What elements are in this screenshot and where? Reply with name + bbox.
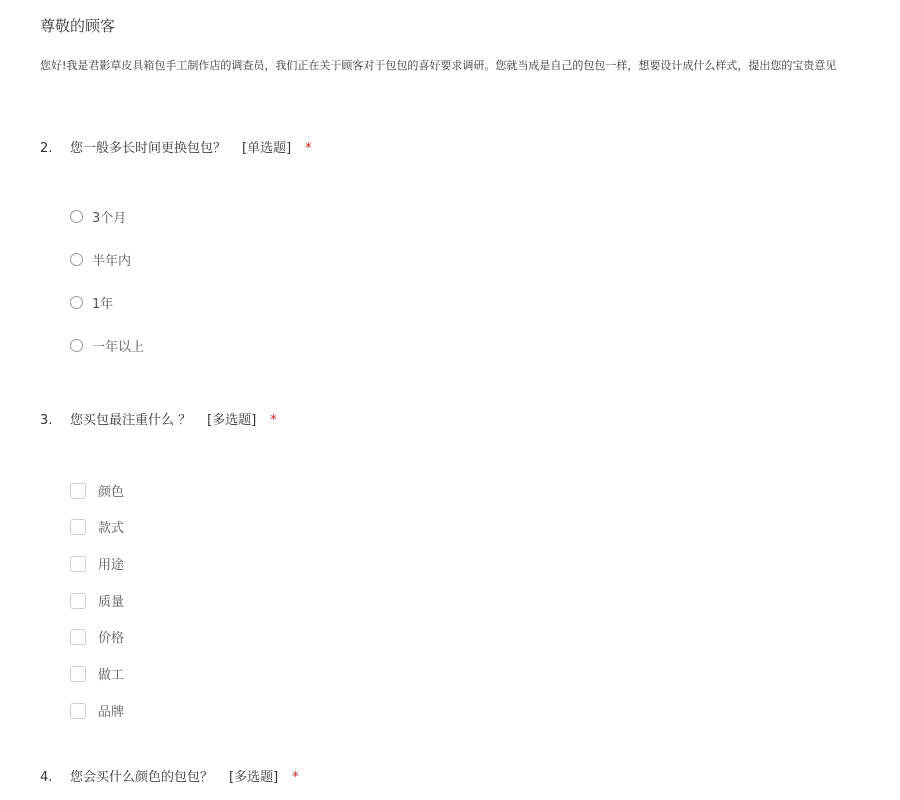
checkbox-icon[interactable] [70,556,86,572]
required-asterisk: * [292,770,299,785]
option-label: 半年内 [92,254,132,269]
question-type: [多选题] [207,413,257,428]
option-label: 做工 [98,668,125,683]
option-label: 价格 [98,631,125,646]
radio-button-icon[interactable] [70,296,83,309]
checkbox-icon[interactable] [70,593,86,609]
checkbox-option-brand[interactable] [70,701,124,720]
checkbox-option-usage[interactable] [70,554,124,573]
checkbox-option-quality[interactable] [70,591,124,610]
question-title: 您会买什么颜色的包包？ [70,770,214,785]
question-number: 4. [40,770,53,785]
checkbox-icon[interactable] [70,666,86,682]
option-label: 用途 [98,558,125,573]
question-number: 3. [40,413,53,428]
checkbox-option-style[interactable] [70,517,124,536]
checkbox-icon[interactable] [70,519,86,535]
radio-button-icon[interactable] [70,339,83,352]
radio-button-icon[interactable] [70,210,83,223]
question-type: [多选题] [229,770,279,785]
checkbox-option-price[interactable] [70,627,124,646]
radio-option-1-year[interactable] [70,293,113,312]
required-asterisk: * [305,141,312,156]
question-number: 2. [40,141,53,156]
option-label: 款式 [98,521,125,536]
radio-button-icon[interactable] [70,253,83,266]
option-label: 质量 [98,595,125,610]
question-3-heading [40,409,277,428]
checkbox-icon[interactable] [70,703,86,719]
option-label: 1年 [92,297,114,312]
question-title: 您买包最注重什么 ？ [70,413,192,428]
option-label: 一年以上 [92,340,145,355]
question-2-heading [40,137,312,156]
radio-option-half-year[interactable] [70,250,131,269]
checkbox-option-color[interactable] [70,481,124,500]
radio-option-3-months[interactable] [70,207,126,226]
required-asterisk: * [270,413,277,428]
option-label: 品牌 [98,705,125,720]
survey-greeting: 尊敬的顾客 [40,17,116,35]
radio-option-over-1-year[interactable] [70,336,144,355]
survey-intro: 您好!我是君影草皮具箱包手工制作店的调查员，我们正在关于顾客对于包包的喜好要求调研。您就当成是自己的包包一样，想要设计成什么样式，提出您的宝贵意见 [40,59,837,72]
option-label: 颜色 [98,485,125,500]
checkbox-option-workmanship[interactable] [70,664,124,683]
question-type: [单选题] [242,141,292,156]
question-4-heading [40,766,299,785]
checkbox-icon[interactable] [70,483,86,499]
question-title: 您一般多长时间更换包包？ [70,141,227,156]
option-label: 3个月 [92,211,127,226]
checkbox-icon[interactable] [70,629,86,645]
